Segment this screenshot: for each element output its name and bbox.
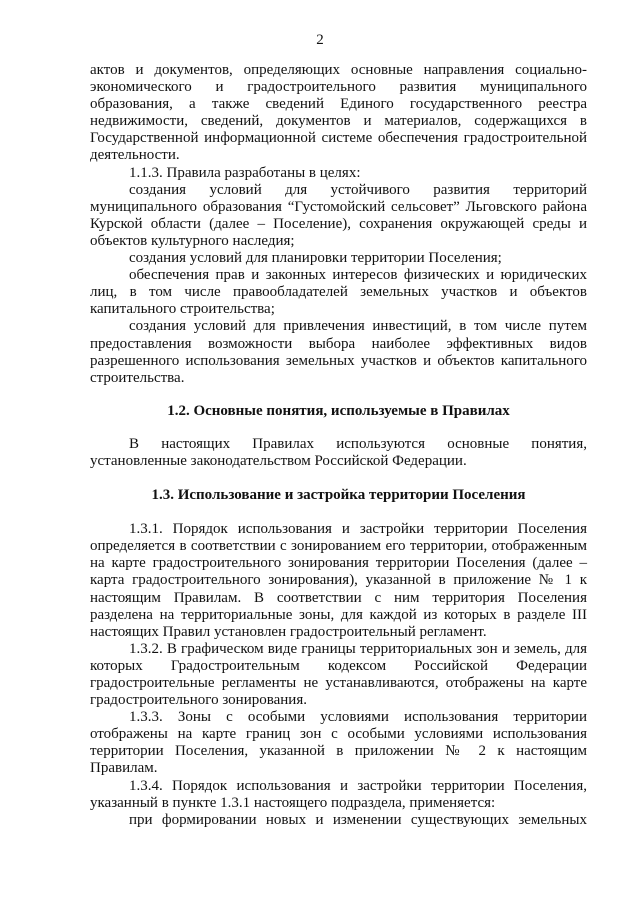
page-number: 2 [316,32,324,48]
goal-item: создания условий для привлечения инвестиций, в том числе путем предоставления возможности выбора наиболее эффективных видов разрешенного использования земельных участков и объектов капитального строительства. [90,318,587,386]
document-body [90,62,587,829]
goal-item: создания условий для устойчивого развития территорий муниципального образования “Густомойский сельсовет” Льговского района Курской области (далее – Поселение), сохранения окружающей среды и объектов культурного наследия; [90,181,587,249]
paragraph-1-3-1: 1.3.1. Порядок использования и застройки территории Поселения определяется в соответствии с зонированием его территории, отображенным на карте градостроительного зонирования территории Поселения (далее – карта градостроительного зонирования), указанной в приложение № 1 к настоящим Правилам. В соответствии с ним территория Поселения разделена на территориальные зоны, для каждой из которых в разделе III настоящих Правил установлен градостроительный регламент. [90,521,587,640]
paragraph-1-1-3: 1.1.3. Правила разработаны в целях: [129,164,361,181]
intro-paragraph: актов и документов, определяющих основные направления социально-экономического и градостроительного развития муниципального образования, а также сведений Единого государственного реестра недвижимости, сведений, документов и материалов, содержащихся в Государственной информационной системе обеспечения градостроительной деятельности. [90,62,587,164]
goal-item: создания условий для планировки территории Поселения; [129,250,502,267]
paragraph-1-3-4: 1.3.4. Порядок использования и застройки территории Поселения, указанный в пункте 1.3.1 настоящего подраздела, применяется: [90,777,587,811]
paragraph-1-3-2: 1.3.2. В графическом виде границы территориальных зон и земель, для которых Градостроительным кодексом Российской Федерации градостроительные регламенты не устанавливаются, отображены на карте градостроительного зонирования. [90,640,587,709]
section-heading-1-2: 1.2. Основные понятия, используемые в Правилах [167,402,510,419]
paragraph-1-2: В настоящих Правилах используются основные понятия, установленные законодательством Российской Федерации. [90,435,587,469]
paragraph-continued: при формировании новых и изменении существующих земельных [129,811,587,828]
section-heading-1-3: 1.3. Использование и застройка территории Поселения [151,487,526,504]
paragraph-1-3-3: 1.3.3. Зоны с особыми условиями использования территории отображены на карте границ зон с особыми условиями использования территории Поселения, указанной в приложении № 2 к настоящим Правилам. [90,709,587,777]
goal-item: обеспечения прав и законных интересов физических и юридических лиц, в том числе правообладателей земельных участков и объектов капитального строительства; [90,267,587,318]
